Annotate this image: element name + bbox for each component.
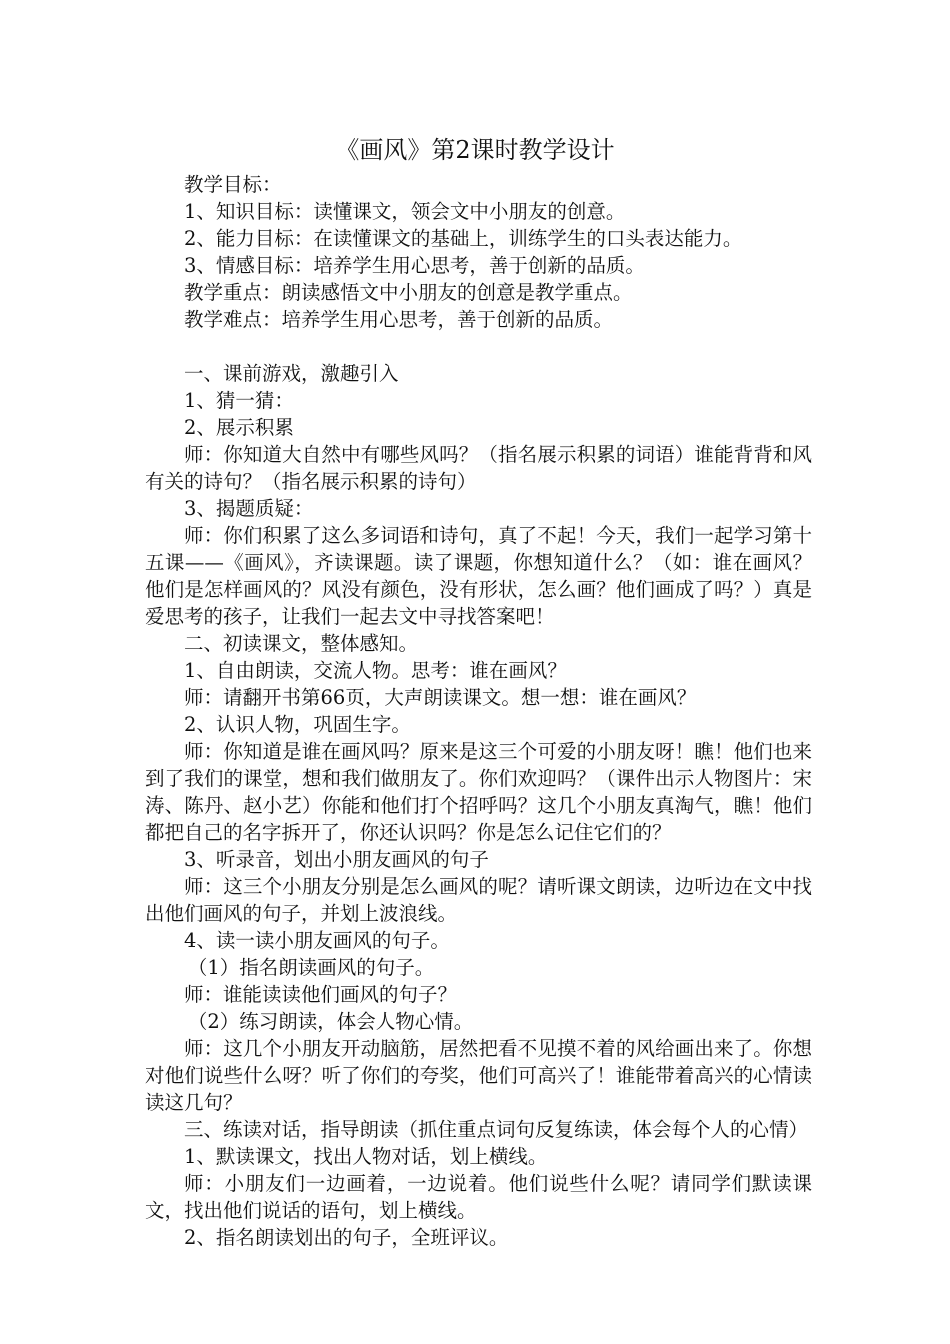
paragraph: 3、揭题质疑： [184, 497, 314, 520]
paragraph: 2、指名朗读划出的句子，全班评议。 [184, 1226, 509, 1249]
paragraph: 3、情感目标：培养学生用心思考，善于创新的品质。 [184, 254, 645, 277]
paragraph: 师：这三个小朋友分别是怎么画风的呢？请听课文朗读，边听边在文中找出他们画风的句子，并划上波浪线。 [145, 875, 812, 925]
paragraph: 师：你知道大自然中有哪些风吗？（指名展示积累的词语）谁能背背和风有关的诗句？（指名展示积累的诗句） [145, 443, 812, 493]
paragraph: 教学重点：朗读感悟文中小朋友的创意是教学重点。 [184, 281, 633, 304]
paragraph: 2、认识人物，巩固生字。 [184, 713, 411, 736]
document-title: 《画风》第2课时教学设计 [335, 136, 615, 164]
paragraph: 师：请翻开书第66页，大声朗读课文。想一想：谁在画风？ [184, 686, 697, 709]
paragraph: （2）练习朗读，体会人物心情。 [187, 1010, 474, 1033]
paragraph: 1、默读课文，找出人物对话，划上横线。 [184, 1145, 548, 1168]
section-heading: 三、练读对话，指导朗读（抓住重点词句反复练读，体会每个人的心情） [184, 1118, 809, 1141]
paragraph: 3、听录音，划出小朋友画风的句子 [184, 848, 489, 871]
paragraph: 师：你知道是谁在画风吗？原来是这三个可爱的小朋友呀！瞧！他们也来到了我们的课堂，想和我们做朋友了。你们欢迎吗？（课件出示人物图片：宋涛、陈丹、赵小艺）你能和他们打个招呼吗？这几个小朋友真淘气，瞧！他们都把自己的名字拆开了，你还认识吗？你是怎么记住它们的？ [145, 740, 812, 844]
document-body [145, 171, 812, 1251]
paragraph: 师：这几个小朋友开动脑筋，居然把看不见摸不着的风给画出来了。你想对他们说些什么呀？听了你们的夸奖，他们可高兴了！谁能带着高兴的心情读读这几句？ [145, 1037, 812, 1114]
paragraph: 师：你们积累了这么多词语和诗句，真了不起！今天，我们一起学习第十五课——《画风》，齐读课题。读了课题，你想知道什么？（如：谁在画风？他们是怎样画风的？风没有颜色，没有形状，怎么画？他们画成了吗？）真是爱思考的孩子，让我们一起去文中寻找答案吧！ [145, 524, 812, 628]
paragraph: 教学难点：培养学生用心思考，善于创新的品质。 [184, 308, 614, 331]
paragraph: 4、读一读小朋友画风的句子。 [184, 929, 450, 952]
blank-line [145, 333, 812, 360]
paragraph: 2、展示积累 [184, 416, 294, 439]
section-heading: 二、初读课文，整体感知。 [184, 632, 419, 655]
section-heading: 一、课前游戏，激趣引入 [184, 362, 399, 385]
paragraph: 师：谁能读读他们画风的句子？ [184, 983, 458, 1006]
paragraph: 1、知识目标：读懂课文，领会文中小朋友的创意。 [184, 200, 626, 223]
paragraph: 师：小朋友们一边画着，一边说着。他们说些什么呢？请同学们默读课文，找出他们说话的语句，划上横线。 [145, 1172, 812, 1222]
paragraph: 2、能力目标：在读懂课文的基础上，训练学生的口头表达能力。 [184, 227, 743, 250]
paragraph: 1、猜一猜： [184, 389, 294, 412]
paragraph: 1、自由朗读，交流人物。思考：谁在画风？ [184, 659, 567, 682]
paragraph: 教学目标： [184, 173, 282, 196]
paragraph: （1）指名朗读画风的句子。 [187, 956, 435, 979]
